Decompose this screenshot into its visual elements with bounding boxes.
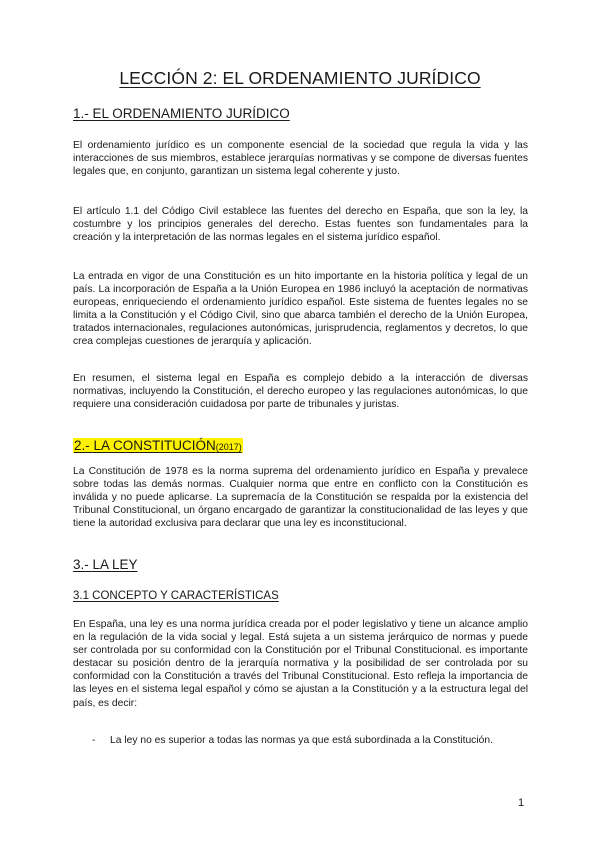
section-3-heading: 3.- LA LEY (73, 557, 138, 572)
section-1-paragraph-4: En resumen, el sistema legal en España es complejo debido a la interacción de diversas normativas, incluyendo la Constitución, el derecho europeo y las regulaciones autonómicas, lo que requiere una consideración cuidadosa por parte de tribunales y juristas. (73, 373, 528, 411)
section-2-year-note: (2017) (215, 442, 242, 452)
section-1-heading: 1.- EL ORDENAMIENTO JURÍDICO (73, 106, 290, 121)
section-3-subheading: 3.1 CONCEPTO Y CARACTERÍSTICAS (73, 590, 279, 602)
list-item (92, 734, 528, 747)
section-1-paragraph-3: La entrada en vigor de una Constitución es un hito importante en la historia política y legal de un país. La incorporación de España a la Unión Europea en 1986 incluyó la aceptación de normativas europeas, enriqueciendo el ordenamiento jurídico español. Este sistema de fuentes legales no se limita a la Constitución y el Código Civil, sino que abarca también el derecho de la Unión Europea, tratados internacionales, regulaciones autonómicas, jurisprudencia, reglamentos y decretos, lo que crea complejas cuestiones de jerarquía y aplicación. (73, 271, 528, 348)
list-item-text: La ley no es superior a todas las normas ya que está subordinada a la Constitución. (110, 735, 493, 746)
section-2-heading (73, 438, 243, 453)
section-1-paragraph-2: El artículo 1.1 del Código Civil establece las fuentes del derecho en España, que son la ley, la costumbre y los principios generales del derecho. Estas fuentes son fundamentales para la creación y la interpretación de las normas legales en el sistema jurídico español. (73, 206, 528, 244)
page-number: 1 (518, 797, 525, 809)
section-3-paragraph: En España, una ley es una norma jurídica creada por el poder legislativo y tiene un alcance amplio en la regulación de la vida social y legal. Está sujeta a un sistema jerárquico de normas y puede ser controlada por su conformidad con la Constitución por el Tribunal Constitucional. es importante destacar su posición dentro de la jerarquía normativa y la posibilidad de ser controlada por su conformidad con la Constitución a través del Tribunal Constitucional. Esto refleja la importancia de las leyes en el sistema legal español y cómo se ajustan a la Constitución y a la estructura legal del país, es decir: (73, 619, 528, 709)
section-2-paragraph: La Constitución de 1978 es la norma suprema del ordenamiento jurídico en España y prevalece sobre todas las demás normas. Cualquier norma que entre en conflicto con la Constitución es inválida y no puede aplicarse. La supremacía de la Constitución se respalda por la existencia del Tribunal Constitucional, un órgano encargado de garantizar la constitucionalidad de las leyes y que tiene la autoridad exclusiva para declarar que una ley es inconstitucional. (73, 466, 528, 530)
page-title: LECCIÓN 2: EL ORDENAMIENTO JURÍDICO (119, 68, 481, 88)
bullet-dash: - (92, 735, 96, 746)
section-1-paragraph-1: El ordenamiento jurídico es un componente esencial de la sociedad que regula la vida y las interacciones de sus miembros, establece jerarquías normativas y se compone de diversas fuentes legales que, en conjunto, garantizan un sistema legal coherente y justo. (73, 140, 528, 178)
section-2-heading-text: 2.- LA CONSTITUCIÓN (74, 438, 216, 453)
